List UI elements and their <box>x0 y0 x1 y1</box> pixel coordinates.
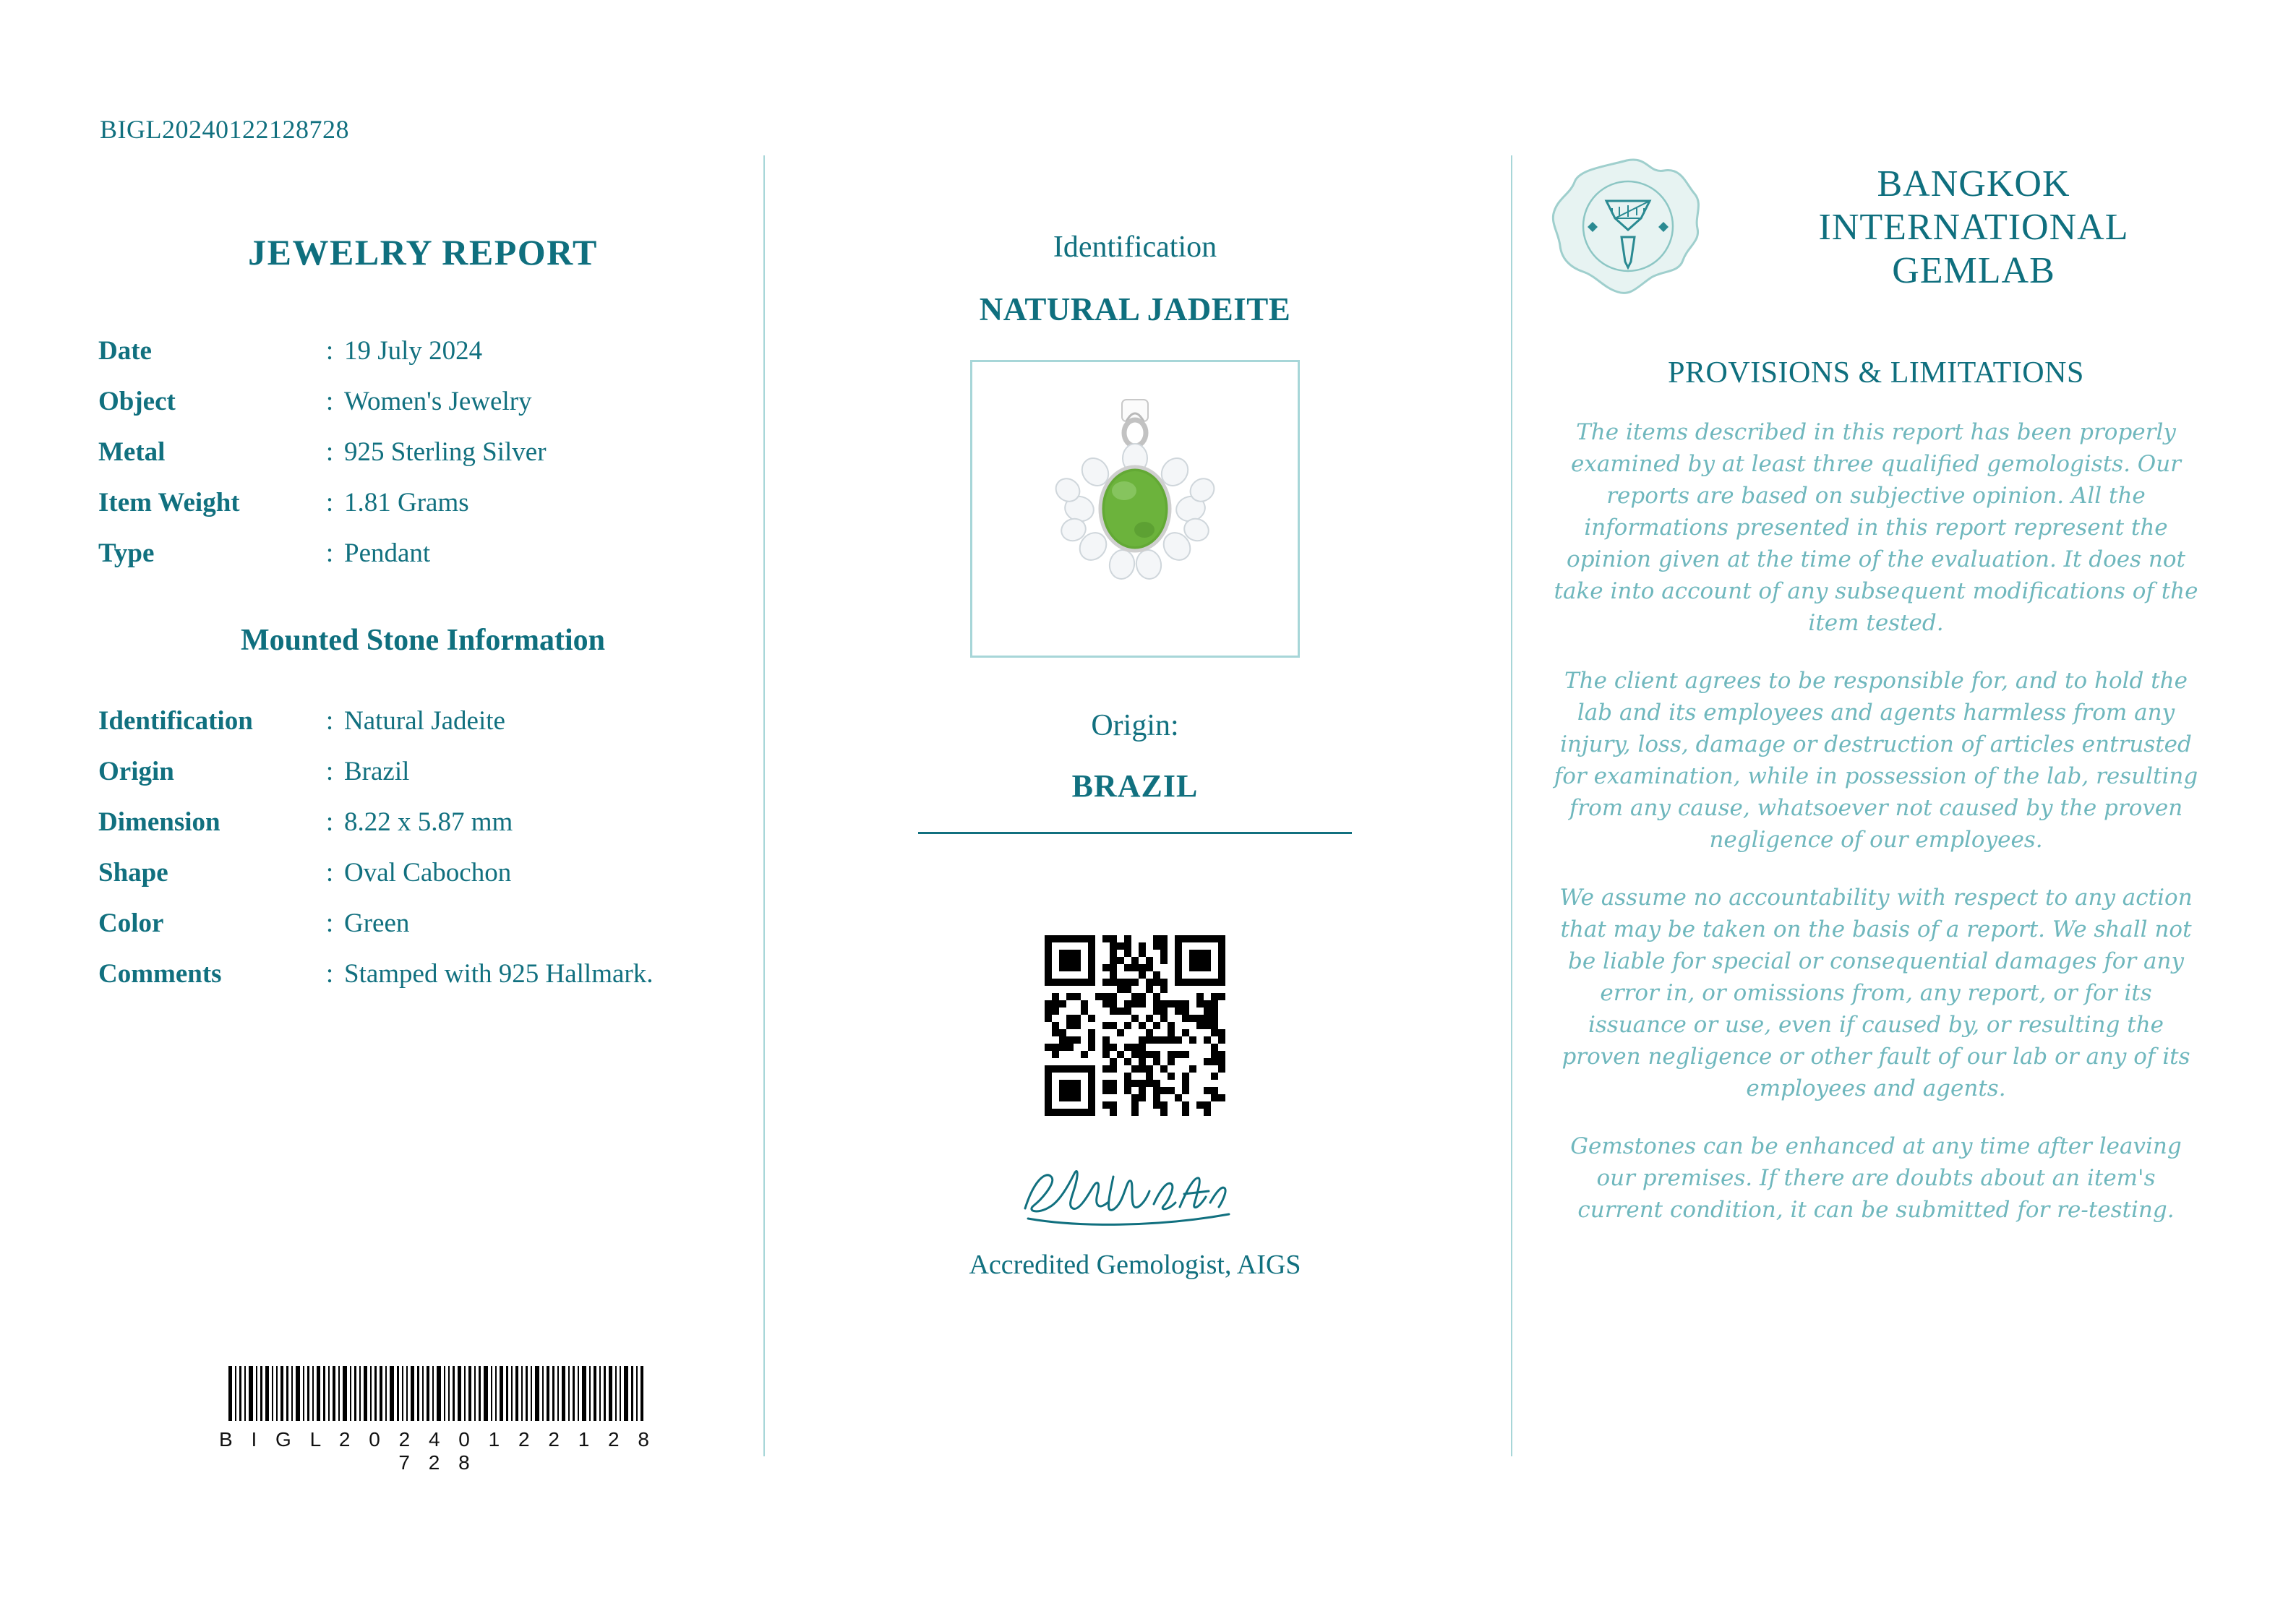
field-colon: : <box>325 706 334 736</box>
field-colon: : <box>325 807 334 837</box>
column-divider-left <box>763 155 765 1456</box>
table-row <box>87 908 759 958</box>
identification-value: NATURAL JADEITE <box>979 291 1291 327</box>
field-label: Metal <box>98 437 166 467</box>
gem-photo-frame <box>970 360 1300 658</box>
field-label: Date <box>98 336 152 366</box>
mounted-stone-table <box>87 705 759 1009</box>
provisions-paragraph: Gemstones can be enhanced at any time after leaving our premises. If there are doubts about an item's current condition, it can be submitted for re-testing. <box>1570 1133 2182 1224</box>
provisions-title: PROVISIONS & LIMITATIONS <box>1668 356 2084 390</box>
identification-label: Identification <box>1053 231 1217 264</box>
provisions-paragraph: The client agrees to be responsible for, and to hold the lab and its employees and agents harmless from any injury, loss, damage or destruction of articles entrusted for examination, while in possession of the lab, resulting from any cause, whatsoever not caused by the proven negligence of our employees. <box>1554 668 2198 854</box>
provisions-paragraph: The items described in this report has been properly examined by at least three qualified gemologists. Our reports are based on subjective opinion. All the informations presented in this report represent the opinion given at the time of the evaluation. It does not take into account of any subsequent modifications of the item tested. <box>1554 419 2198 637</box>
field-colon: : <box>325 858 334 888</box>
field-value: Stamped with 925 Hallmark. <box>344 959 654 989</box>
table-row <box>87 386 759 437</box>
field-colon: : <box>325 437 334 467</box>
page-title: JEWELRY REPORT <box>248 232 598 272</box>
general-info-table <box>87 335 759 588</box>
field-colon: : <box>325 538 334 568</box>
signature-block <box>777 1152 1493 1239</box>
table-row <box>87 335 759 386</box>
table-row <box>87 538 759 588</box>
table-row <box>87 958 759 1009</box>
gemologist-caption: Accredited Gemologist, AIGS <box>969 1250 1301 1280</box>
field-value: 1.81 Grams <box>344 488 469 517</box>
report-id: BIGL20240122128728 <box>100 115 349 144</box>
field-colon: : <box>325 959 334 989</box>
field-value: 19 July 2024 <box>344 336 483 366</box>
field-label: Type <box>98 538 155 568</box>
field-colon: : <box>325 908 334 938</box>
right-column <box>1540 145 2212 1226</box>
table-row <box>87 756 759 807</box>
field-value: Oval Cabochon <box>344 858 512 888</box>
lab-seal-logo-icon <box>1540 152 1713 304</box>
origin-value: BRAZIL <box>1071 768 1199 804</box>
table-row <box>87 705 759 756</box>
field-value: Brazil <box>344 757 410 786</box>
qr-code-icon[interactable] <box>1045 935 1225 1116</box>
field-value: Women's Jewelry <box>344 387 532 416</box>
field-value: Green <box>344 908 410 938</box>
field-value: Natural Jadeite <box>344 706 505 736</box>
field-colon: : <box>325 387 334 416</box>
barcode-text: B I G L 2 0 2 4 0 1 2 2 1 2 8 7 2 8 <box>219 1428 656 1474</box>
field-colon: : <box>325 336 334 366</box>
left-column <box>87 145 759 1009</box>
field-label: Item Weight <box>98 488 240 517</box>
column-divider-right <box>1511 155 1512 1456</box>
middle-column <box>777 145 1493 1281</box>
field-value: 925 Sterling Silver <box>344 437 547 467</box>
table-row <box>87 437 759 487</box>
field-colon: : <box>325 488 334 517</box>
field-label: Object <box>98 387 176 416</box>
origin-label: Origin: <box>1091 709 1179 742</box>
pendant-photo <box>972 362 1298 656</box>
signature-icon <box>1012 1152 1258 1239</box>
barcode-block <box>206 1366 669 1474</box>
brand-header <box>1540 152 2212 304</box>
field-label: Comments <box>98 959 222 989</box>
provisions-paragraph: We assume no accountability with respect to any action that may be taken on the basis of a report. We shall not be liable for special or consequential damages for any error in, or omissions from, any report, or for its issuance or use, even if caused by, or resulting the proven negligence or other fault of our lab or any of its employees and agents. <box>1559 885 2193 1102</box>
field-label: Origin <box>98 757 174 786</box>
field-value: 8.22 x 5.87 mm <box>344 807 513 837</box>
table-row <box>87 487 759 538</box>
field-value: Pendant <box>344 538 431 568</box>
field-label: Color <box>98 908 164 938</box>
qr-code-block[interactable] <box>777 935 1493 1116</box>
field-colon: : <box>325 757 334 786</box>
brand-name: BANGKOK INTERNATIONAL GEMLAB <box>1818 163 2129 292</box>
table-row <box>87 857 759 908</box>
field-label: Identification <box>98 706 253 736</box>
field-label: Dimension <box>98 807 220 837</box>
table-row <box>87 807 759 857</box>
barcode-image <box>206 1366 669 1421</box>
horizontal-rule <box>918 832 1352 834</box>
section-title-mounted-stone: Mounted Stone Information <box>240 624 606 657</box>
field-label: Shape <box>98 858 168 888</box>
